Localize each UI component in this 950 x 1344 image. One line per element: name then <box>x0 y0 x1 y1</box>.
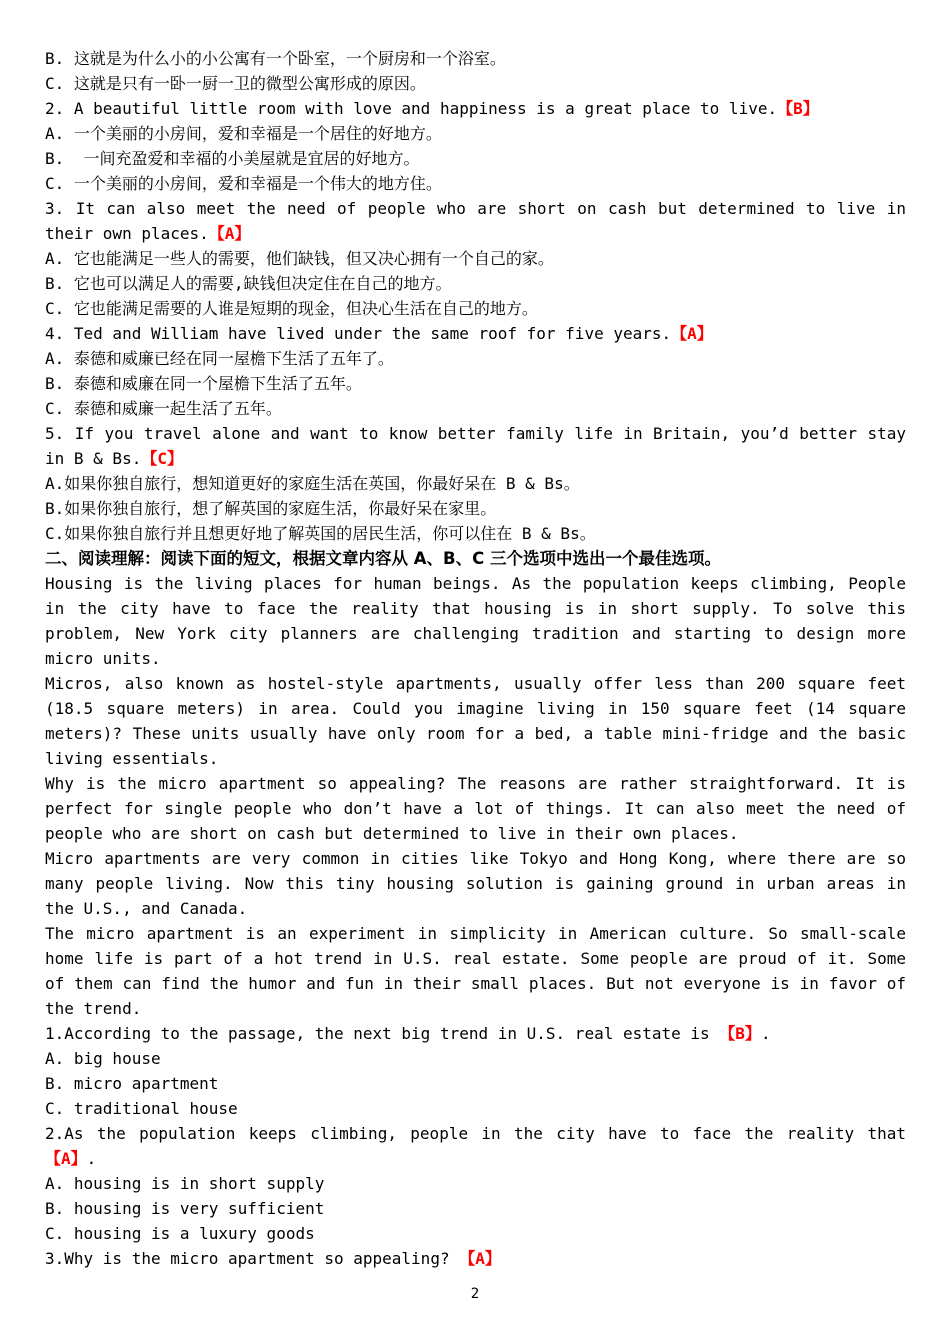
text-segment: B. 泰德和威廉在同一个屋檐下生活了五年。 <box>45 374 362 393</box>
text-segment: B. 这就是为什么小的小公寓有一个卧室，一个厨房和一个浴室。 <box>45 49 506 68</box>
option-line <box>45 271 906 296</box>
option-line <box>45 371 906 396</box>
question-line <box>45 1246 906 1271</box>
text-segment: 2.As the population keeps climbing, people in the city have to face the reality that <box>45 1124 916 1143</box>
text-segment: A. housing is in short supply <box>45 1174 325 1193</box>
question-line <box>45 321 906 346</box>
answer-marker: 【A】 <box>208 224 251 243</box>
text-segment: A. big house <box>45 1049 161 1068</box>
text-segment: B. housing is very sufficient <box>45 1199 325 1218</box>
text-segment: . <box>86 1149 97 1168</box>
document-body <box>45 46 916 1271</box>
text-segment: Micro apartments are very common in cities like Tokyo and Hong Kong, where there are so many people living. Now this tiny housing solution is gaining ground in urban areas in the U.S., and Canada. <box>45 849 916 918</box>
option-line <box>45 71 906 96</box>
text-segment: B. micro apartment <box>45 1074 219 1093</box>
option-line <box>45 146 906 171</box>
question-line <box>45 1121 916 1171</box>
text-segment: A. 泰德和威廉已经在同一屋檐下生活了五年了。 <box>45 349 394 368</box>
section-heading <box>45 546 906 571</box>
text-segment: 2. A beautiful little room with love and happiness is a great place to live. <box>45 99 778 118</box>
text-segment: C. traditional house <box>45 1099 238 1118</box>
question-line <box>45 196 916 246</box>
option-line <box>45 171 906 196</box>
option-line <box>45 1071 906 1096</box>
option-line <box>45 1096 906 1121</box>
answer-marker: 【C】 <box>141 449 183 468</box>
text-segment: 二、阅读理解：阅读下面的短文，根据文章内容从 A、B、C 三个选项中选出一个最佳选项。 <box>45 549 721 568</box>
text-segment: C. 它也能满足需要的人谁是短期的现金，但决心生活在自己的地方。 <box>45 299 538 318</box>
text-segment: 3.Why is the micro apartment so appealing? <box>45 1249 460 1268</box>
passage-paragraph <box>45 846 916 921</box>
text-segment: 5. If you travel alone and want to know better family life in Britain, you’d better stay in B & Bs. <box>45 424 916 468</box>
option-line <box>45 1221 906 1246</box>
text-segment: . <box>760 1024 771 1043</box>
text-segment: C. 这就是只有一卧一厨一卫的微型公寓形成的原因。 <box>45 74 426 93</box>
text-segment: C. housing is a luxury goods <box>45 1224 315 1243</box>
question-line <box>45 421 916 471</box>
text-segment: B. 它也可以满足人的需要,缺钱但决定住在自己的地方。 <box>45 274 452 293</box>
option-line <box>45 296 906 321</box>
option-line <box>45 496 906 521</box>
option-line <box>45 1171 906 1196</box>
passage-paragraph <box>45 671 916 771</box>
text-segment: A. 它也能满足一些人的需要，他们缺钱，但又决心拥有一个自己的家。 <box>45 249 554 268</box>
option-line <box>45 46 906 71</box>
text-segment: 3. It can also meet the need of people who are short on cash but determined to live in their own places. <box>45 199 916 243</box>
text-segment: B.如果你独自旅行，想了解英国的家庭生活，你最好呆在家里。 <box>45 499 497 518</box>
text-segment: C. 泰德和威廉一起生活了五年。 <box>45 399 282 418</box>
text-segment: 1.According to the passage, the next big trend in U.S. real estate is <box>45 1024 720 1043</box>
answer-marker: 【A】 <box>459 1249 501 1268</box>
option-line <box>45 471 906 496</box>
text-segment: Micros, also known as hostel-style apartments, usually offer less than 200 square feet (18.5 square meters) in area. Could you imagine living in 150 square feet (14 square meters)? These units usually have only room for a bed, a table mini-fridge and the basic living essentials. <box>45 674 916 768</box>
question-line <box>45 96 906 121</box>
passage-paragraph <box>45 921 916 1021</box>
text-segment: The micro apartment is an experiment in simplicity in American culture. So small-scale home life is part of a hot trend in U.S. real estate. Some people are proud of it. Some of them can find the humor and fun in their small places. But not everyone is in favor of the trend. <box>45 924 916 1018</box>
text-segment: A. 一个美丽的小房间，爱和幸福是一个居住的好地方。 <box>45 124 442 143</box>
option-line <box>45 1046 906 1071</box>
text-segment: Why is the micro apartment so appealing? The reasons are rather straightforward. It is perfect for single people who don’t have a lot of things. It can also meet the need of people who are short on cash but determined to live in their own places. <box>45 774 916 843</box>
option-line <box>45 521 906 546</box>
option-line <box>45 346 906 371</box>
answer-marker: 【B】 <box>719 1024 761 1043</box>
option-line <box>45 1196 906 1221</box>
question-line <box>45 1021 906 1046</box>
passage-paragraph <box>45 771 916 846</box>
answer-marker: 【B】 <box>777 99 819 118</box>
text-segment: Housing is the living places for human beings. As the population keeps climbing, People in the city have to face the reality that housing is in short supply. To solve this problem, New York city planners are challenging tradition and starting to design more micro units. <box>45 574 916 668</box>
text-segment: B. 一间充盈爱和幸福的小美屋就是宜居的好地方。 <box>45 149 420 168</box>
text-segment: 4. Ted and William have lived under the same roof for five years. <box>45 324 672 343</box>
option-line <box>45 396 906 421</box>
text-segment: A.如果你独自旅行，想知道更好的家庭生活在英国，你最好呆在 B & Bs。 <box>45 474 580 493</box>
answer-marker: 【A】 <box>45 1149 87 1168</box>
page-number: 2 <box>470 1286 480 1302</box>
passage-paragraph <box>45 571 916 671</box>
option-line <box>45 121 906 146</box>
answer-marker: 【A】 <box>671 324 713 343</box>
text-segment: C.如果你独自旅行并且想更好地了解英国的居民生活，你可以住在 B & Bs。 <box>45 524 596 543</box>
text-segment: C. 一个美丽的小房间，爱和幸福是一个伟大的地方住。 <box>45 174 442 193</box>
option-line <box>45 246 906 271</box>
